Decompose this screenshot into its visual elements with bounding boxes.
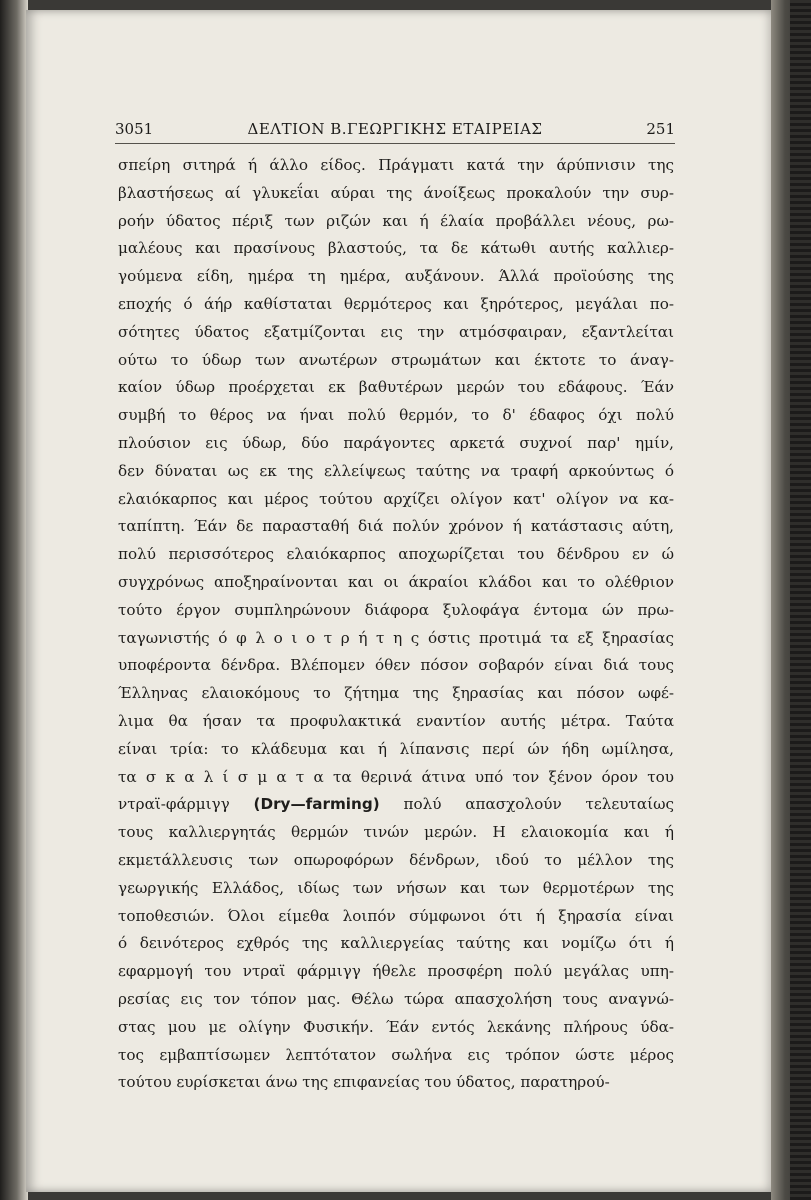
text-line: τοποθεσιών. Όλοι είμεθα λοιπόν σύμφωνοι ότι ή ξηρασία είναι <box>118 906 674 925</box>
text-line: τα σ κ α λ ί σ μ α τ α τα θερινά άτινα υπό τον ξένον όρον του <box>118 767 674 786</box>
text-line: υποφέροντα δένδρα. Βλέπομεν όθεν πόσον σοβαρόν είναι διά τους <box>118 656 674 675</box>
text-line: σπείρη σιτηρά ή άλλο είδος. Πράγματι κατά την άρύπνισιν της <box>118 156 674 174</box>
text-line: συμβή το θέρος να ήναι πολύ θερμόν, το δ' έδαφος όχι πολύ <box>118 406 674 425</box>
text-line: βλαστήσεως αί γλυκεΐαι αύραι της άνοίξεως προκαλούν την συρ- <box>118 183 674 202</box>
running-header <box>115 120 675 142</box>
text-line: τους καλλιεργητάς θερμών τινών μερών. Η ελαιοκομία και ή <box>118 823 674 842</box>
header-title: ΔΕΛΤΙΟΝ Β.ΓΕΩΡΓΙΚΗΣ ΕΤΑΙΡΕΙΑΣ <box>247 120 543 138</box>
text-line: ταγωνιστής ό φ λ ο ι ο τ ρ ή τ η ς όστις προτιμά τα εξ ξηρασίας <box>118 628 674 647</box>
text-line: ελαιόκαρπος και μέρος τούτου αρχίζει ολίγον κατ' ολίγον να κα- <box>118 489 674 508</box>
text-line: τούτο έργον συμπληρώνουν διάφορα ξυλοφάγα έντομα ών πρω- <box>118 600 674 619</box>
text-line: γεωργικής Ελλάδος, ιδίως των νήσων και των θερμοτέρων της <box>118 878 674 897</box>
header-left-number: 3051 <box>115 120 154 138</box>
text-line: εφαρμογή του ντραϊ φάρμιγγ ήθελε προσφέρη πολύ μεγάλας υπη- <box>118 962 674 981</box>
left-page-edge <box>0 0 28 1200</box>
text-line: τούτου ευρίσκεται άνω της επιφανείας του ύδατος, παρατηρού- <box>118 1073 610 1092</box>
header-rule <box>115 143 675 144</box>
text-line: ούτω το ύδωρ των ανωτέρων στρωμάτων και έκτοτε το άναγ- <box>118 350 674 369</box>
text-line: μαλέους και πρασίνους βλαστούς, τα δε κάτωθι αυτής καλλιερ- <box>118 239 674 258</box>
text-line: σότητες ύδατος εξατμίζονται εις την ατμόσφαιραν, εξαντλείται <box>118 322 674 341</box>
text-line: δεν δύναται ως εκ της ελλείψεως ταύτης να τραφή αρκούντως ό <box>118 461 674 480</box>
text-line: ροήν ύδατος πέριξ των ριζών και ή έλαία προβάλλει νέους, ρω- <box>118 211 674 230</box>
text-line: Έλληνας ελαιοκόμους το ζήτημα της ξηρασίας και πόσον ωφέ- <box>118 684 674 703</box>
text-line: είναι τρία: το κλάδευμα και ή λίπανσις περί ών ήδη ωμίλησα, <box>118 739 674 758</box>
text-line: στας μου με ολίγην Φυσικήν. Έάν εντός λεκάνης πλήρους ύδα- <box>118 1017 674 1036</box>
text-line: πολύ περισσότερος ελαιόκαρπος αποχωρίζεται του δένδρου εν ώ <box>118 545 674 564</box>
text-line: ταπίπτη. Έάν δε παρασταθή διά πολύν χρόνον ή κατάστασις αύτη, <box>118 517 674 536</box>
text-line: εποχής ό άήρ καθίσταται θερμότερος και ξηρότερος, μεγάλαι πο- <box>118 294 674 313</box>
text-line: ρεσίας εις τον τόπον μας. Θέλω τώρα απασχολήση τους αναγνώ- <box>118 989 674 1008</box>
text-line: καίον ύδωρ προέρχεται εκ βαθυτέρων μερών του εδάφους. Έάν <box>118 378 674 397</box>
text-line: λιμα θα ήσαν τα προφυλακτικά εναντίον αυτής μέτρα. Ταύτα <box>118 711 674 730</box>
body-text <box>118 152 674 1097</box>
text-line: ό δεινότερος εχθρός της καλλιεργείας ταύτης και νομίζω ότι ή <box>118 934 674 953</box>
book-spine-strip <box>790 0 811 1200</box>
text-line: πλούσιον εις ύδωρ, δύο παράγοντες αρκετά συχνοί παρ' ημίν, <box>118 433 674 452</box>
text-line: τος εμβαπτίσωμεν λεπτότατον σωλήνα εις τρόπον ώστε μέρος <box>118 1045 674 1064</box>
text-line: ντραϊ-φάρμιγγ (Dry—farming) πολύ απασχολούν τελευταίως <box>118 795 674 814</box>
text-line: συγχρόνως αποξηραίνονται και οι άκραίοι κλάδοι και το ολέθριον <box>118 572 674 591</box>
page-number: 251 <box>646 120 675 138</box>
text-line: γούμενα είδη, ημέρα τη ημέρα, αυξάνουν. Άλλά προϊούσης της <box>118 267 674 286</box>
text-line: εκμετάλλευσις των οπωροφόρων δένδρων, ιδού το μέλλον της <box>118 850 674 869</box>
